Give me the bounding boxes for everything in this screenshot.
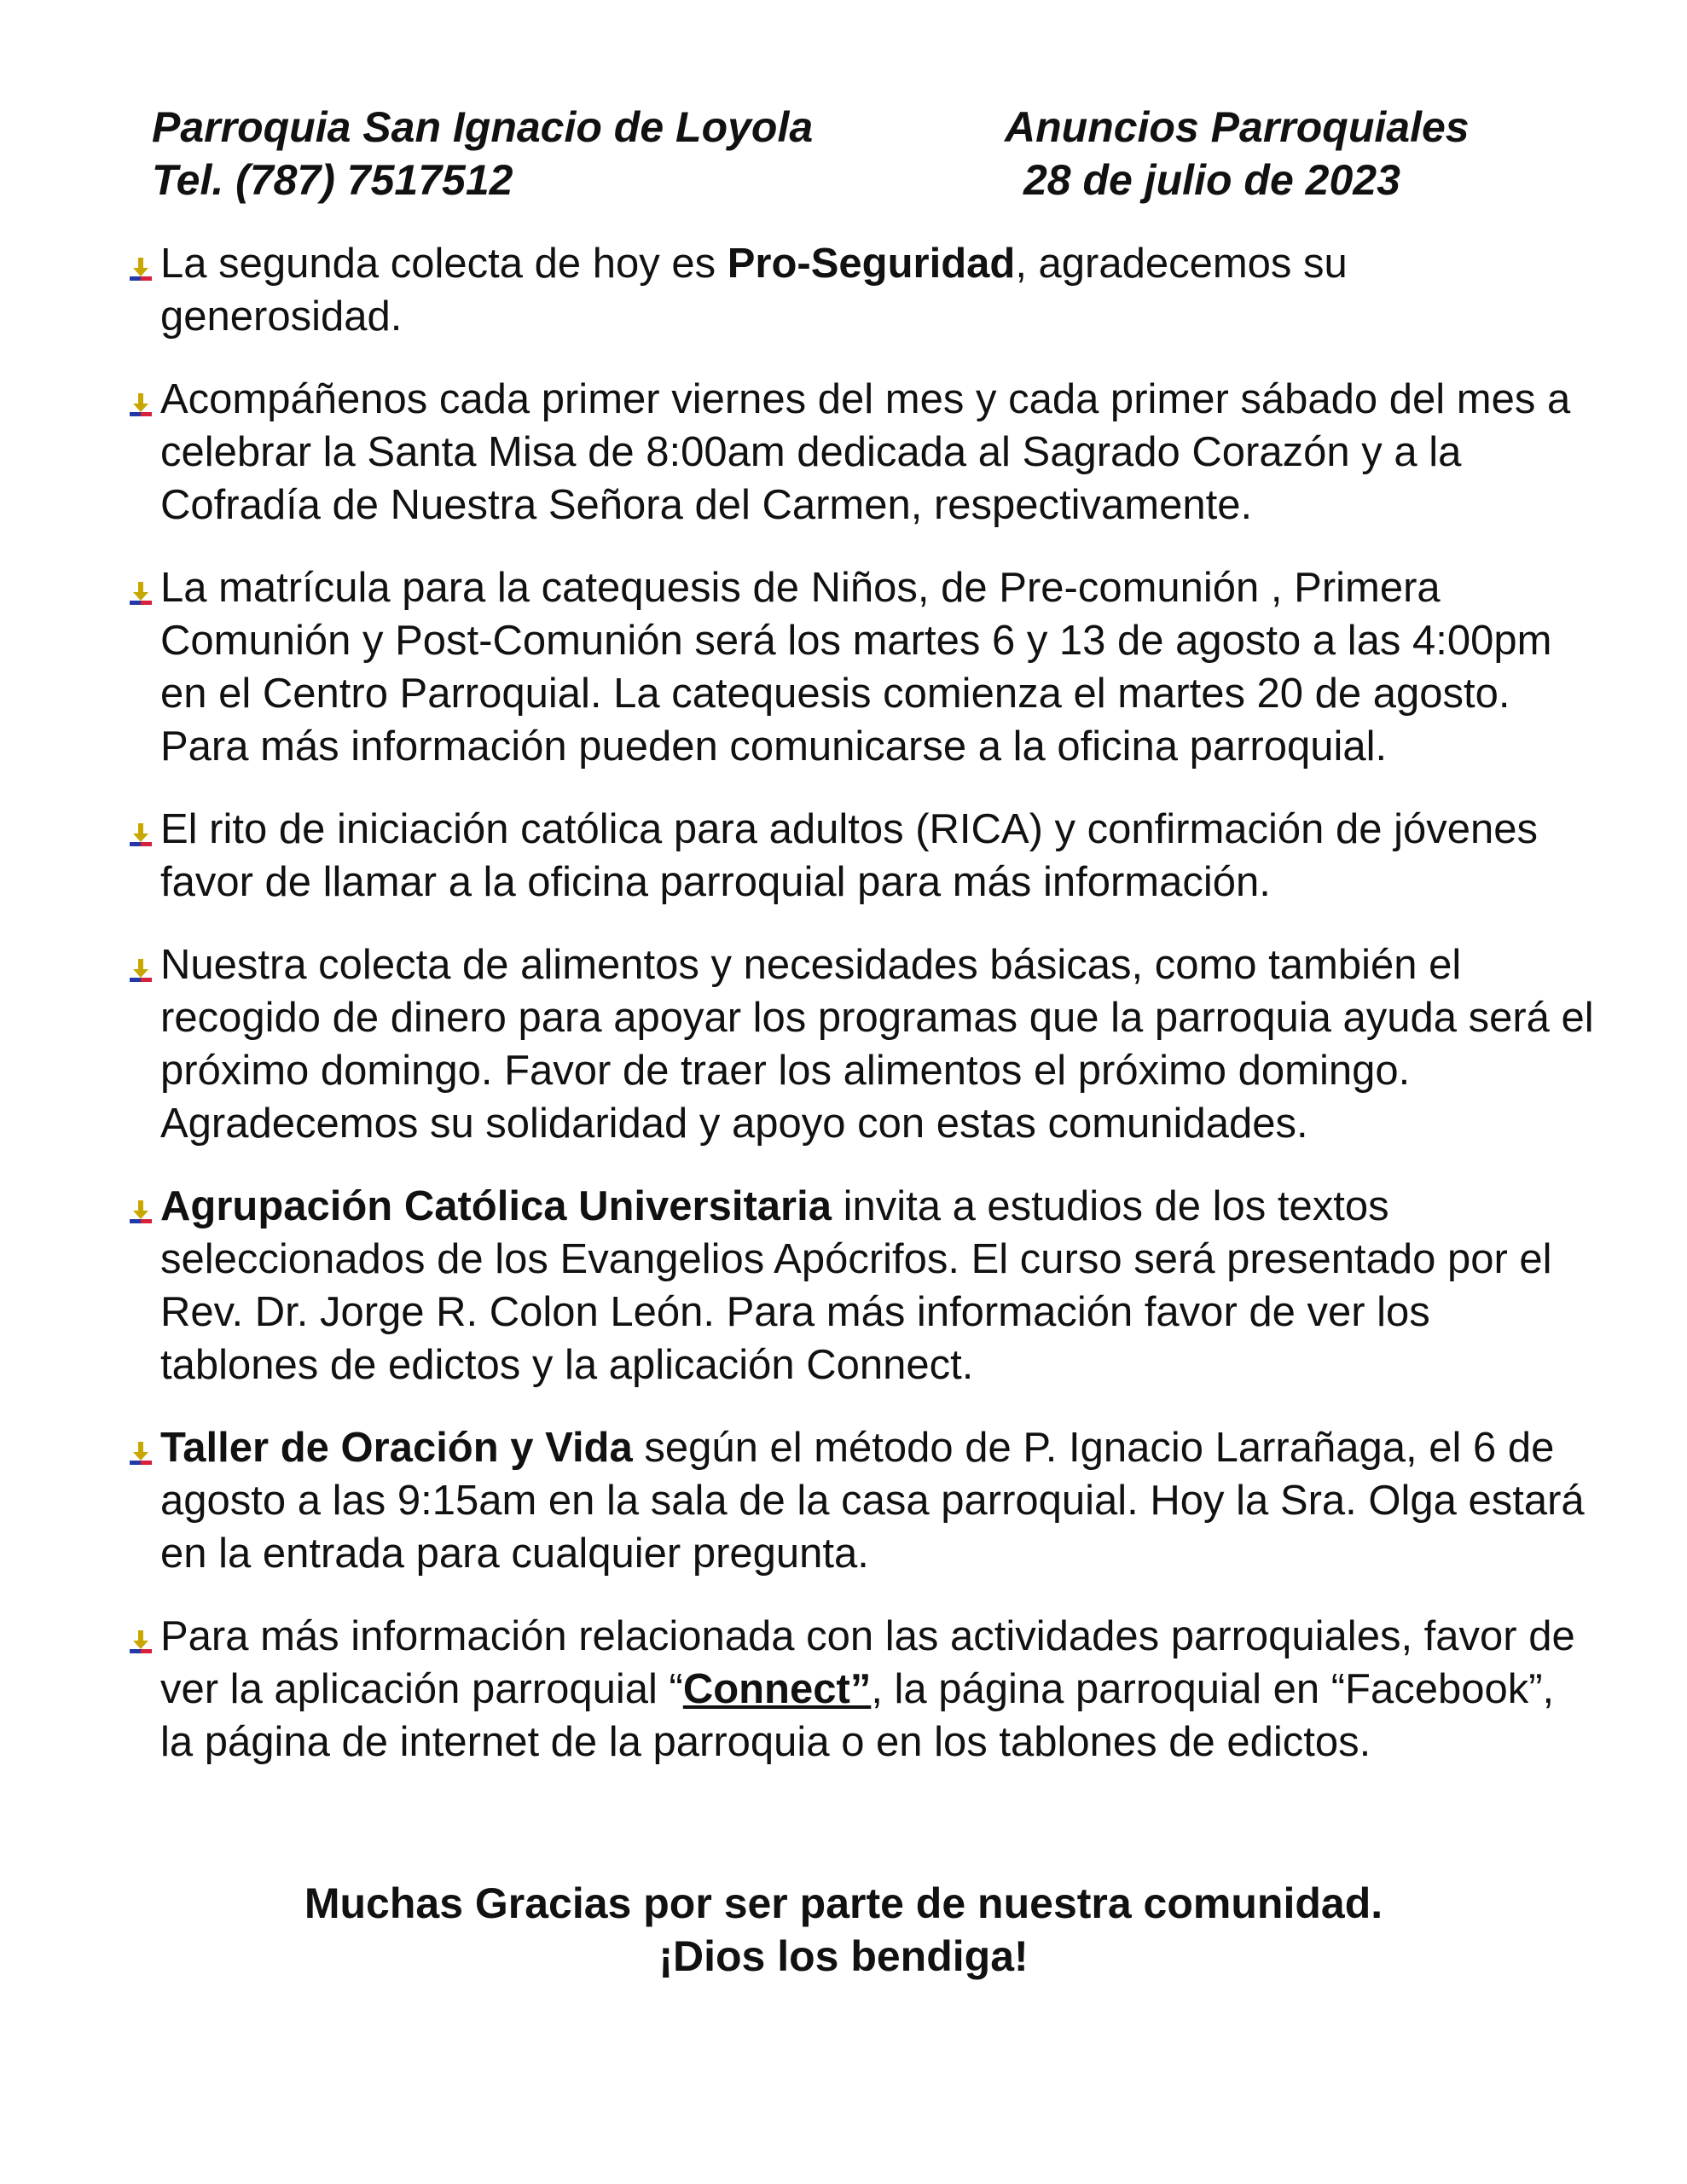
announcement-text-before: Para más información relacionada con las actividades parroquiales, favor de ver la aplicación parroquial “ xyxy=(160,1613,1575,1712)
document-date: 28 de julio de 2023 xyxy=(1023,156,1400,204)
announcement-item xyxy=(128,561,1595,773)
announcement-item xyxy=(128,237,1595,343)
arrow-bullet-icon xyxy=(128,258,154,282)
announcement-item xyxy=(128,938,1595,1150)
document-title: Anuncios Parroquiales xyxy=(1005,103,1470,151)
announcement-highlight: Taller de Oración y Vida xyxy=(160,1425,633,1471)
document-header xyxy=(152,101,1482,212)
announcement-text-after: invita a estudios de los textos seleccionados de los Evangelios Apócrifos. El curso será presentado por el Rev. Dr. Jorge R. Colon León. Para más información favor de ver los tablones de edictos y la aplicación Connect. xyxy=(160,1183,1552,1388)
announcement-item xyxy=(128,1180,1595,1391)
announcement-text-after: , la página parroquial en “Facebook”, la página de internet de la parroquia o en los tablones de edictos. xyxy=(160,1666,1555,1765)
announcement-text: La matrícula para la catequesis de Niños, de Pre-comunión , Primera Comunión y Post-Comunión será los martes 6 y 13 de agosto a las 4:00pm en el Centro Parroquial. La catequesis comienza el martes 20 de agosto. Para más información pueden comunicarse a la oficina parroquial. xyxy=(160,565,1552,770)
connect-app-link-text: Connect” xyxy=(682,1666,872,1712)
arrow-bullet-icon xyxy=(128,823,154,847)
arrow-bullet-icon xyxy=(128,1630,154,1654)
closing-blessing: ¡Dios los bendiga! xyxy=(658,1932,1029,1980)
parish-name: Parroquia San Ignacio de Loyola xyxy=(152,103,814,151)
announcement-list xyxy=(128,237,1595,1798)
announcement-item xyxy=(128,803,1595,909)
announcement-text-after: según el método de P. Ignacio Larrañaga, el 6 de agosto a las 9:15am en la sala de la casa parroquial. Hoy la Sra. Olga estará en la entrada para cualquier pregunta. xyxy=(160,1425,1585,1577)
announcement-item xyxy=(128,1610,1595,1769)
arrow-bullet-icon xyxy=(128,1442,154,1466)
announcement-item xyxy=(128,373,1595,531)
announcement-highlight: Pro-Seguridad xyxy=(727,241,1016,287)
arrow-bullet-icon xyxy=(128,582,154,606)
announcement-text: Acompáñenos cada primer viernes del mes y cada primer sábado del mes a celebrar la Santa Misa de 8:00am dedicada al Sagrado Corazón y a la Cofradía de Nuestra Señora del Carmen, respectivamente. xyxy=(160,376,1571,528)
announcement-text-after: , agradecemos su generosidad. xyxy=(160,241,1348,340)
announcement-text: Nuestra colecta de alimentos y necesidades básicas, como también el recogido de dinero para apoyar los programas que la parroquia ayuda será el próximo domingo. Favor de traer los alimentos el próximo domingo. Agradecemos su solidaridad y apoyo con estas comunidades. xyxy=(160,942,1594,1147)
parish-phone: Tel. (787) 7517512 xyxy=(152,156,513,204)
announcement-item xyxy=(128,1421,1595,1580)
arrow-bullet-icon xyxy=(128,959,154,983)
announcement-text: El rito de iniciación católica para adultos (RICA) y confirmación de jóvenes favor de llamar a la oficina parroquial para más información. xyxy=(160,806,1539,905)
announcement-text-before: La segunda colecta de hoy es xyxy=(160,241,728,287)
arrow-bullet-icon xyxy=(128,1200,154,1224)
arrow-bullet-icon xyxy=(128,393,154,417)
closing-message xyxy=(0,1877,1687,1983)
closing-thanks: Muchas Gracias por ser parte de nuestra comunidad. xyxy=(304,1879,1383,1927)
announcement-highlight: Agrupación Católica Universitaria xyxy=(160,1183,832,1229)
